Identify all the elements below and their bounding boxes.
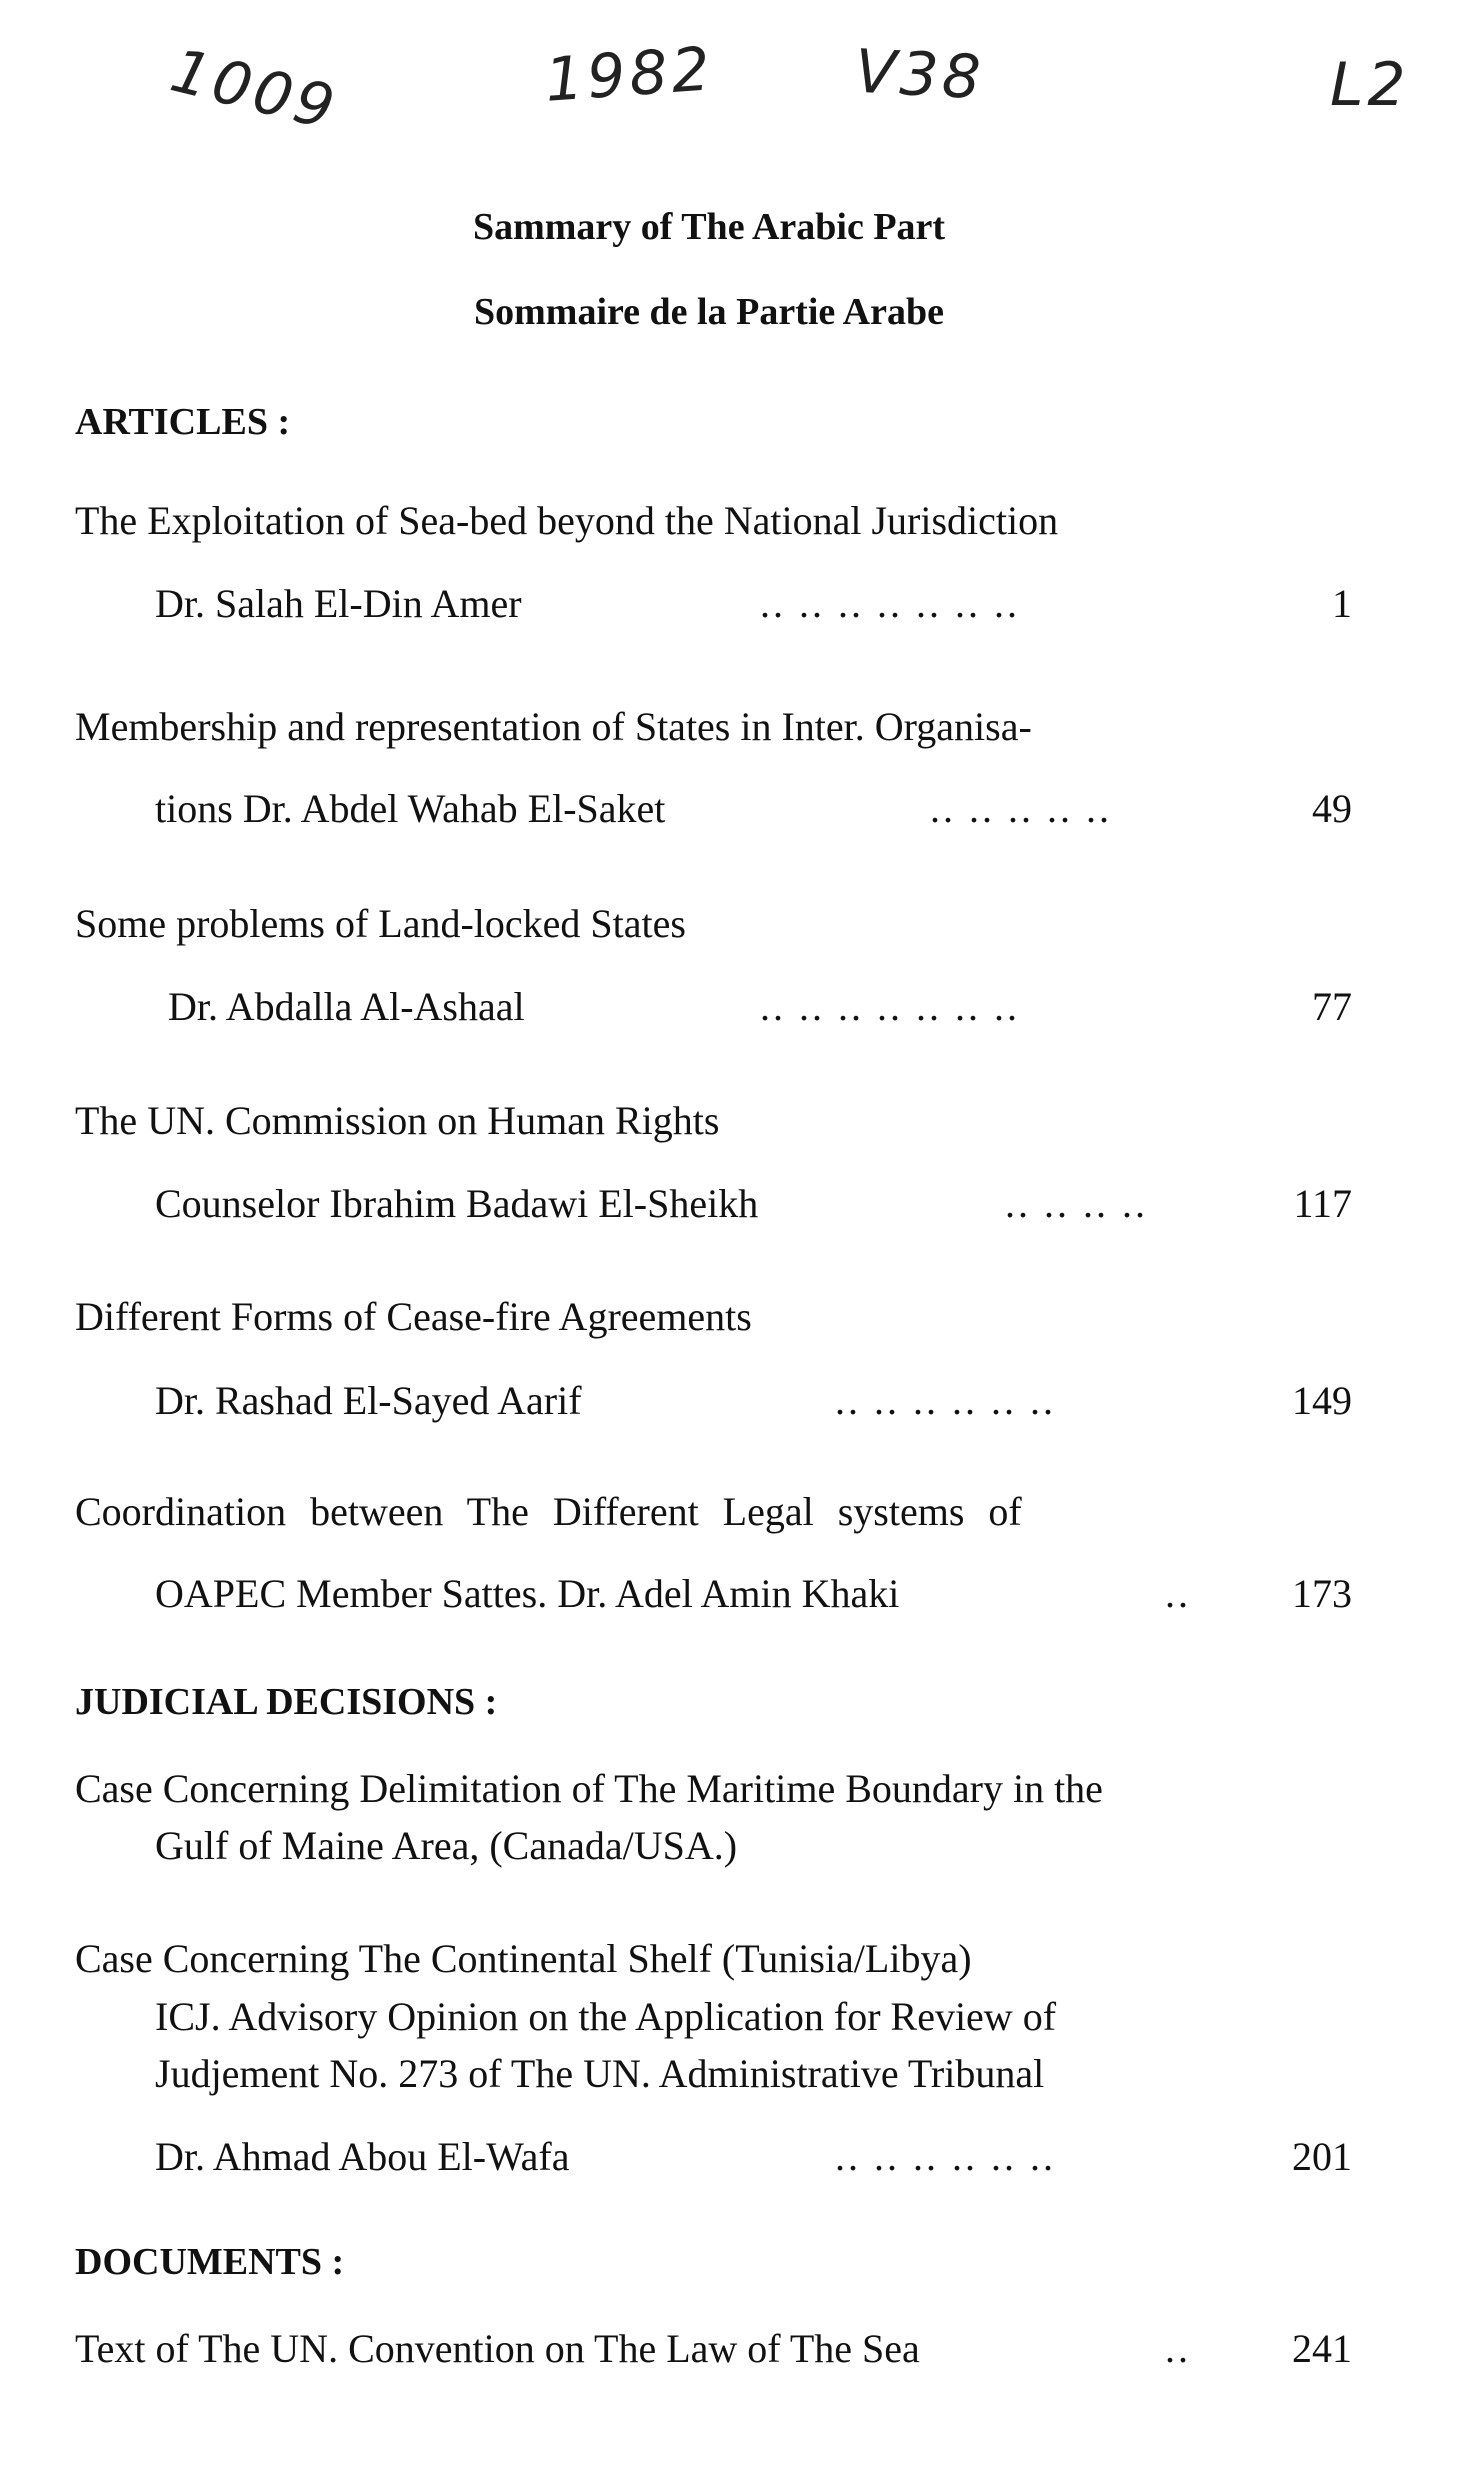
handwritten-mark-3: V38 [853,36,987,114]
leader-dots: .. .. .. .. .. .. .. [760,984,1020,1029]
handwritten-mark-2: 1982 [542,34,716,116]
article-author: Dr. Abdalla Al-Ashaal [168,984,525,1029]
page-title-french: Sommaire de la Partie Arabe [474,291,944,333]
article-title: The Exploitation of Sea-bed beyond the National Jurisdiction [75,498,1059,543]
leader-dots: .. .. .. .. .. [930,786,1112,831]
article-title: Some problems of Land-locked States [75,901,686,946]
page-number: 1 [1332,581,1352,626]
article-title: Membership and representation of States in Inter. Organisa- [75,704,1032,749]
article-author: Counselor Ibrahim Badawi El-Sheikh [155,1181,759,1226]
leader-dots: .. .. .. .. .. .. [835,2134,1056,2179]
section-heading-judicial-decisions: JUDICIAL DECISIONS : [75,1681,498,1723]
page-number: 241 [1292,2326,1352,2371]
article-author: Dr. Salah El-Din Amer [155,581,522,626]
leader-dots: .. [1165,1571,1191,1616]
page-number: 49 [1312,786,1352,831]
leader-dots: .. .. .. .. .. .. [835,1378,1056,1423]
handwritten-mark-4: L2 [1330,50,1410,120]
section-heading-documents: DOCUMENTS : [75,2241,345,2283]
leader-dots: .. .. .. .. [1005,1181,1148,1226]
page-number: 77 [1312,984,1352,1029]
article-author: OAPEC Member Sattes. Dr. Adel Amin Khaki [155,1571,900,1616]
document-title: Text of The UN. Convention on The Law of The Sea [75,2326,920,2371]
case-title-continued: Gulf of Maine Area, (Canada/USA.) [155,1823,738,1868]
case-title-continued: Judjement No. 273 of The UN. Administrative Tribunal [155,2051,1045,2096]
page-number: 149 [1292,1378,1352,1423]
judicial-author: Dr. Ahmad Abou El-Wafa [155,2134,570,2179]
handwritten-mark-1: 1009 [164,35,345,145]
page-number: 201 [1292,2134,1352,2179]
page-number: 173 [1292,1571,1352,1616]
article-author: Dr. Rashad El-Sayed Aarif [155,1378,582,1423]
case-title: Case Concerning The Continental Shelf (Tunisia/Libya) [75,1936,972,1981]
leader-dots: .. .. .. .. .. .. .. [760,581,1020,626]
article-author: tions Dr. Abdel Wahab El-Saket [155,786,666,831]
article-title: Different Forms of Cease-fire Agreements [75,1294,752,1339]
article-title: Coordination between The Different Legal systems of [75,1489,1022,1534]
article-title: The UN. Commission on Human Rights [75,1098,720,1143]
page-title-english: Sammary of The Arabic Part [472,206,946,248]
page-number: 117 [1293,1181,1352,1226]
leader-dots: .. [1165,2326,1191,2371]
case-title: Case Concerning Delimitation of The Maritime Boundary in the [75,1766,1103,1811]
section-heading-articles: ARTICLES : [75,401,291,443]
case-title-continued: ICJ. Advisory Opinion on the Application for Review of [155,1994,1057,2039]
